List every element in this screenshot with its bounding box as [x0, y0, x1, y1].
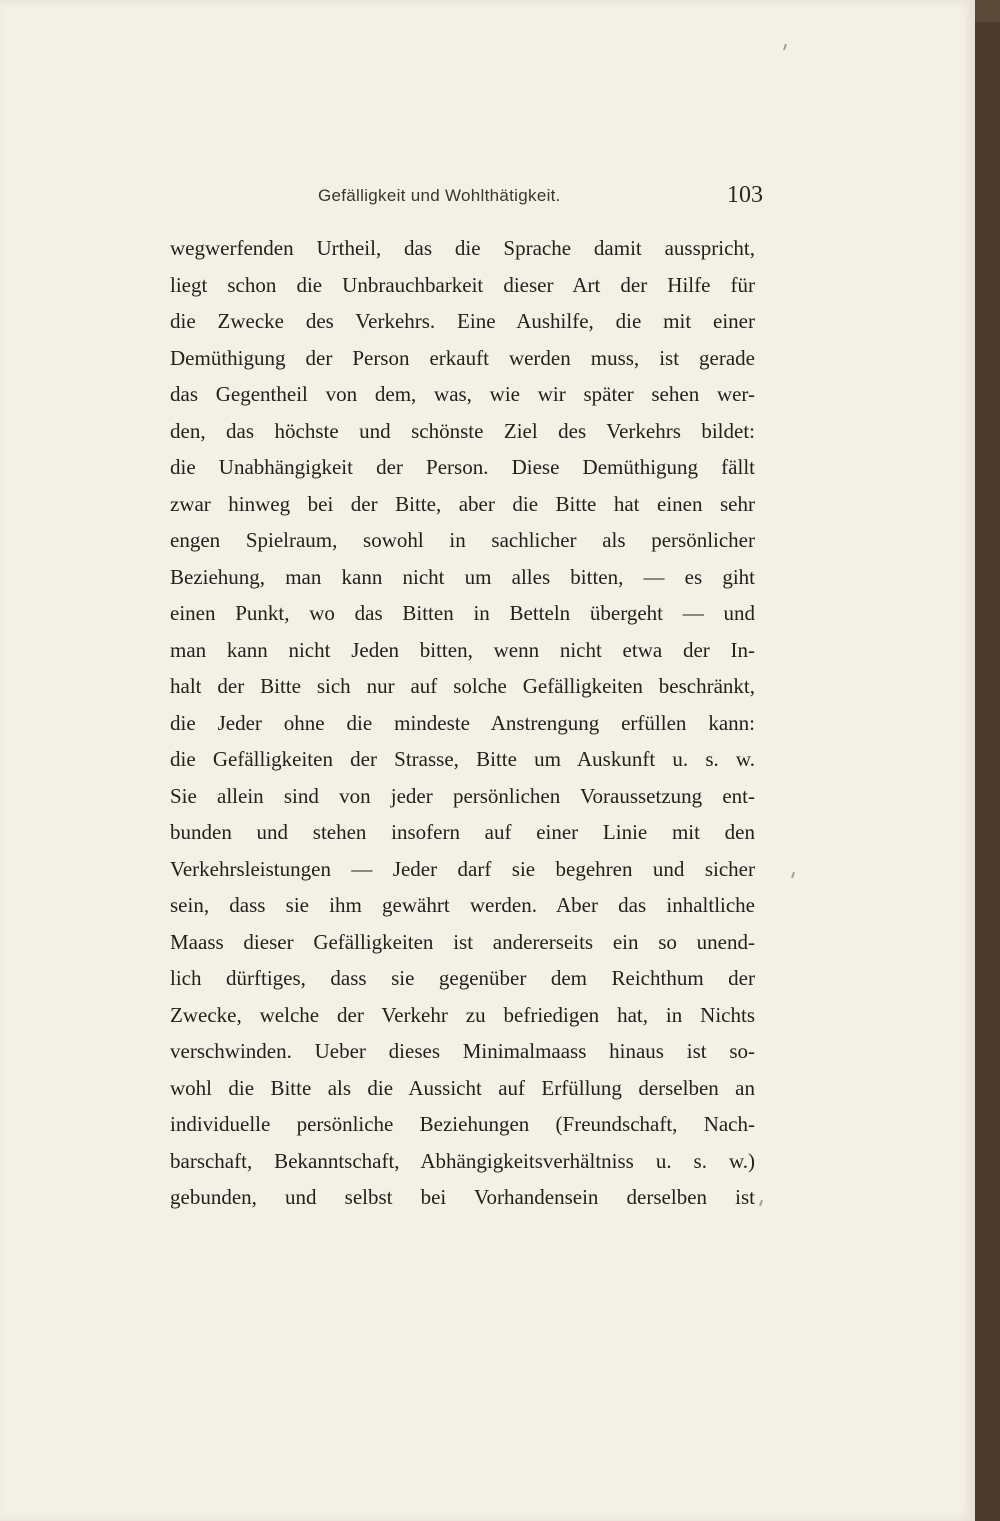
text-line: wegwerfenden Urtheil, das die Sprache damit ausspricht,: [170, 236, 755, 260]
page-number: 103: [727, 182, 763, 208]
text-line: bunden und stehen insofern auf einer Linie mit den: [170, 820, 755, 844]
text-line: einen Punkt, wo das Bitten in Betteln übergeht — und: [170, 601, 755, 625]
text-line: individuelle persönliche Beziehungen (Freundschaft, Nach-: [170, 1112, 755, 1136]
text-line: wohl die Bitte als die Aussicht auf Erfüllung derselben an: [170, 1075, 755, 1100]
text-line: die Unabhängigkeit der Person. Diese Demüthigung fällt: [170, 455, 755, 479]
running-title: Gefälligkeit und Wohlthätigkeit.: [318, 186, 561, 205]
text-line: engen Spielraum, sowohl in sachlicher als persönlicher: [170, 528, 755, 552]
text-line: barschaft, Bekanntschaft, Abhängigkeitsverhältniss u. s. w.): [170, 1148, 755, 1173]
text-line: Demüthigung der Person erkauft werden muss, ist gerade: [170, 345, 755, 370]
text-line: sein, dass sie ihm gewährt werden. Aber das inhaltliche: [170, 893, 755, 917]
paper-speck: [759, 1200, 763, 1206]
text-line: die Gefälligkeiten der Strasse, Bitte um Auskunft u. s. w.: [170, 747, 755, 771]
page-header: [170, 182, 763, 212]
text-line: die Zwecke des Verkehrs. Eine Aushilfe, die mit einer: [170, 309, 755, 333]
text-line: halt der Bitte sich nur auf solche Gefälligkeiten beschränkt,: [170, 674, 755, 698]
text-line: verschwinden. Ueber dieses Minimalmaass hinaus ist so-: [170, 1039, 755, 1063]
text-line: zwar hinweg bei der Bitte, aber die Bitte hat einen sehr: [170, 491, 755, 516]
page-edge-shadow: [975, 22, 1000, 1521]
text-line: gebunden, und selbst bei Vorhandensein derselben ist: [170, 1185, 755, 1209]
text-line: man kann nicht Jeden bitten, wenn nicht etwa der In-: [170, 637, 755, 662]
text-line: den, das höchste und schönste Ziel des Verkehrs bildet:: [170, 418, 755, 443]
paper-speck: [783, 44, 787, 50]
text-line: lich dürftiges, dass sie gegenüber dem Reichthum der: [170, 966, 755, 990]
text-line: die Jeder ohne die mindeste Anstrengung erfüllen kann:: [170, 710, 755, 735]
paper-speck: [791, 872, 795, 878]
text-line: das Gegentheil von dem, was, wie wir später sehen wer-: [170, 382, 755, 406]
text-line: Zwecke, welche der Verkehr zu befriedigen hat, in Nichts: [170, 1002, 755, 1027]
body-text: [170, 230, 755, 1216]
text-line: Sie allein sind von jeder persönlichen Voraussetzung ent-: [170, 783, 755, 808]
text-line: Maass dieser Gefälligkeiten ist andererseits ein so unend-: [170, 929, 755, 954]
text-line: liegt schon die Unbrauchbarkeit dieser Art der Hilfe für: [170, 272, 755, 297]
text-line: Verkehrsleistungen — Jeder darf sie begehren und sicher: [170, 856, 755, 881]
text-line: Beziehung, man kann nicht um alles bitten, — es giht: [170, 564, 755, 589]
